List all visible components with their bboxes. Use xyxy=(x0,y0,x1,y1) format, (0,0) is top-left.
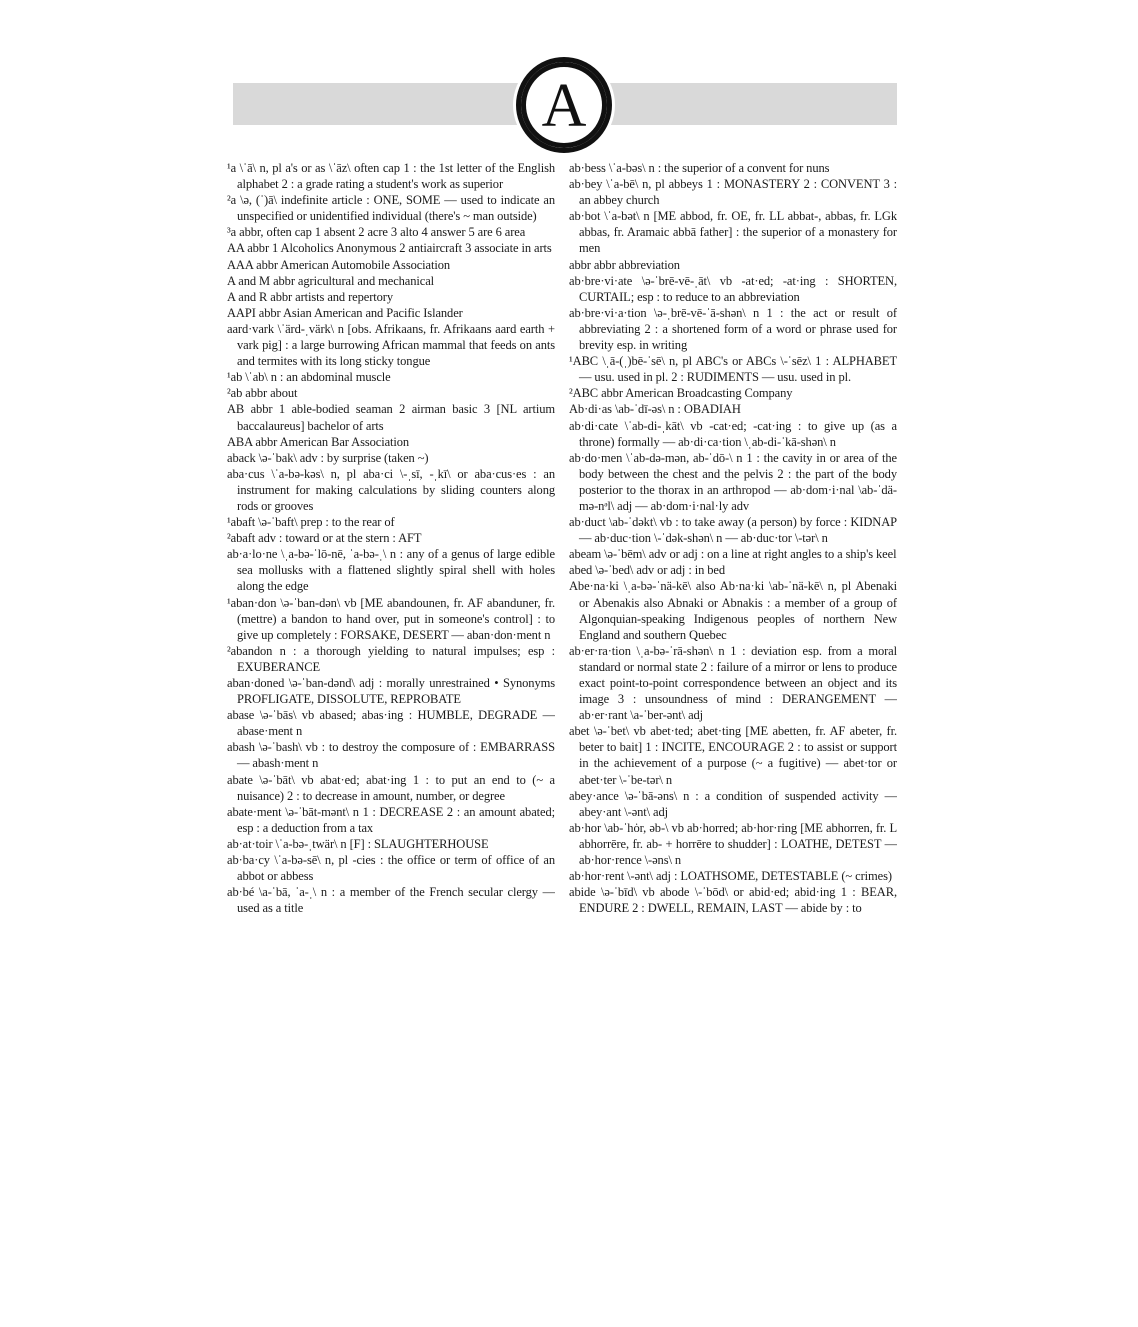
dictionary-entry: ³a abbr, often cap 1 absent 2 acre 3 alto 4 answer 5 are 6 area xyxy=(227,225,526,240)
dictionary-entry: abate \ə-ˈbāt\ vb abat·ed; abat·ing 1 : to put an end to (~ a nuisance) 2 : to decrease in amount, number, or degree xyxy=(227,772,555,803)
dictionary-entry: abeam \ə-ˈbēm\ adv or adj : on a line at right angles to a ship's keel xyxy=(569,547,897,562)
section-letter-badge xyxy=(516,57,612,153)
dictionary-entry: ab·do·men \ˈab-də-mən, ab-ˈdō-\ n 1 : the cavity in or area of the body between the chest and the pelvis 2 : the part of the body posterior to the thorax in an arthropod — ab·dom·i·nal \ab-ˈdä-mə-nᵊl\ adj — ab·dom·i·nal·ly adv xyxy=(569,450,897,513)
dictionary-entry: ABA abbr American Bar Association xyxy=(227,434,410,449)
dictionary-entry: A and M abbr agricultural and mechanical xyxy=(227,273,435,288)
dictionary-entry: abet \ə-ˈbet\ vb abet·ted; abet·ting [ME abetten, fr. AF abeter, fr. beter to bait] 1 : INCITE, ENCOURAGE 2 : to assist or support in the achievement of a purpose (~ a fugitive) — abet·tor or abet·ter \-ˈbe-tər\ n xyxy=(569,724,897,787)
dictionary-entry: ¹a \ˈā\ n, pl a's or as \ˈāz\ often cap 1 : the 1st letter of the English alphabet 2 : a grade rating a student's work as superior xyxy=(227,161,555,192)
dictionary-entry: ab·hor·rent \-ənt\ adj : LOATHSOME, DETESTABLE (~ crimes) xyxy=(569,869,892,884)
dictionary-entry: aback \ə-ˈbak\ adv : by surprise (taken ~) xyxy=(227,450,429,465)
dictionary-entry: ²ab abbr about xyxy=(227,386,298,401)
dictionary-entry: abide \ə-ˈbīd\ vb abode \-ˈbōd\ or abid·ed; abid·ing 1 : BEAR, ENDURE 2 : DWELL, REMAIN, LAST — abide by : to xyxy=(569,885,897,916)
dictionary-entry: ¹aban·don \ə-ˈban-dən\ vb [ME abandounen, fr. AF abanduner, fr. (mettre) a bandon to hand over, put in someone's control] : to give up completely : FORSAKE, DESERT — aban·don·ment n xyxy=(227,595,555,642)
dictionary-entry: ¹ABC \ˌā-(ˌ)bē-ˈsē\ n, pl ABC's or ABCs \-ˈsēz\ 1 : ALPHABET — usu. used in pl. 2 : RUDIMENTS — usu. used in pl. xyxy=(569,354,897,385)
dictionary-entry: AB abbr 1 able-bodied seaman 2 airman basic 3 [NL artium baccalaureus] bachelor of arts xyxy=(227,402,555,433)
dictionary-entry: AAA abbr American Automobile Association xyxy=(227,257,451,272)
dictionary-entry: ²abandon n : a thorough yielding to natural impulses; esp : EXUBERANCE xyxy=(227,643,555,674)
dictionary-entry: ab·bre·vi·a·tion \ə-ˌbrē-vē-ˈā-shən\ n 1 : the act or result of abbreviating 2 : a shortened form of a word or phrase used for brevity esp. in writing xyxy=(569,305,897,353)
dictionary-entry: abey·ance \ə-ˈbā-əns\ n : a condition of suspended activity — abey·ant \-ənt\ adj xyxy=(569,788,897,819)
dictionary-entry: abed \ə-ˈbed\ adv or adj : in bed xyxy=(569,563,726,578)
dictionary-entry: ²ABC abbr American Broadcasting Company xyxy=(569,386,793,401)
dictionary-entry: Abe·na·ki \ˌa-bə-ˈnä-kē\ also Ab·na·ki \ab-ˈnä-kē\ n, pl Abenaki or Abenakis also Abnaki or Abnakis : a member of a group of Algonquian-speaking Indigenous peoples of northern New England and southern Quebec xyxy=(569,579,897,642)
dictionary-entry: ab·bey \ˈa-bē\ n, pl abbeys 1 : MONASTERY 2 : CONVENT 3 : an abbey church xyxy=(569,177,897,208)
dictionary-entry: Ab·di·as \ab-ˈdī-əs\ n : OBADIAH xyxy=(569,402,741,417)
dictionary-entry: ab·a·lo·ne \ˌa-bə-ˈlō-nē, ˈa-bə-ˌ\ n : any of a genus of large edible sea mollusks with a flattened slightly spiral shell with holes along the edge xyxy=(227,547,555,594)
dictionary-entry: ²abaft adv : toward or at the stern : AFT xyxy=(227,531,422,546)
dictionary-entry: A and R abbr artists and repertory xyxy=(227,289,393,304)
dictionary-entry: ab·bot \ˈa-bət\ n [ME abbod, fr. OE, fr. LL abbat-, abbas, fr. LGk abbas, fr. Aramaic abbā father] : the superior of a monastery for men xyxy=(569,209,897,256)
dictionary-entry: abate·ment \ə-ˈbāt-mənt\ n 1 : DECREASE 2 : an amount abated; esp : a deduction from a tax xyxy=(227,804,555,835)
dictionary-entry: ²a \ə, (ˈ)ā\ indefinite article : ONE, SOME — used to indicate an unspecified or unidentified individual (there's ~ man outside) xyxy=(227,193,555,224)
dictionary-entry: ab·bé \a-ˈbā, ˈa-ˌ\ n : a member of the French secular clergy — used as a title xyxy=(227,885,555,916)
dictionary-entry: ab·bess \ˈa-bəs\ n : the superior of a convent for nuns xyxy=(569,161,830,175)
dictionary-entry: ab·at·toir \ˈa-bə-ˌtwär\ n [F] : SLAUGHTERHOUSE xyxy=(227,836,489,851)
dictionary-entry: abase \ə-ˈbās\ vb abased; abas·ing : HUMBLE, DEGRADE — abase·ment n xyxy=(227,708,555,739)
dictionary-entry: ab·duct \ab-ˈdəkt\ vb : to take away (a person) by force : KIDNAP — ab·duc·tion \-ˈdək-shən\ n — ab·duc·tor \-tər\ n xyxy=(569,515,897,546)
dictionary-entry: AA abbr 1 Alcoholics Anonymous 2 antiaircraft 3 associate in arts xyxy=(227,241,552,256)
dictionary-entry: abash \ə-ˈbash\ vb : to destroy the composure of : EMBARRASS — abash·ment n xyxy=(227,740,555,771)
dictionary-column-left xyxy=(227,160,555,1250)
dictionary-entry: ¹ab \ˈab\ n : an abdominal muscle xyxy=(227,370,391,385)
dictionary-entry: aba·cus \ˈa-bə-kəs\ n, pl aba·ci \-ˌsī, -ˌkī\ or aba·cus·es : an instrument for making calculations by sliding counters along rods or grooves xyxy=(227,466,555,513)
dictionary-entry: ab·bre·vi·ate \ə-ˈbrē-vē-ˌāt\ vb -at·ed; -at·ing : SHORTEN, CURTAIL; esp : to reduce to an abbreviation xyxy=(569,273,897,304)
dictionary-entry: ab·ba·cy \ˈa-bə-sē\ n, pl -cies : the office or term of office of an abbot or abbess xyxy=(227,853,555,884)
dictionary-entry: aard·vark \ˈärd-ˌvärk\ n [obs. Afrikaans, fr. Afrikaans aard earth + vark pig] : a large burrowing African mammal that feeds on ants and termites with its long sticky tongue xyxy=(227,321,555,369)
dictionary-entry: ab·er·ra·tion \ˌa-bə-ˈrā-shən\ n 1 : deviation esp. from a moral standard or normal state 2 : failure of a mirror or lens to produce exact point-to-point correspondence between an object and its image 3 : unsoundness of mind : DERANGEMENT — ab·er·rant \a-ˈber-ənt\ adj xyxy=(569,643,897,723)
dictionary-entry: ab·hor \ab-ˈhȯr, əb-\ vb ab·horred; ab·hor·ring [ME abhorren, fr. L abhorrēre, fr. ab- + horrēre to shudder] : LOATHE, DETEST — ab·hor·rence \-əns\ n xyxy=(569,820,897,868)
section-letter: A xyxy=(541,72,587,140)
dictionary-entry: ¹abaft \ə-ˈbaft\ prep : to the rear of xyxy=(227,515,395,530)
dictionary-entry: abbr abbr abbreviation xyxy=(569,257,680,272)
dictionary-entry: AAPI abbr Asian American and Pacific Islander xyxy=(227,305,463,320)
dictionary-column-right xyxy=(569,160,897,1250)
dictionary-entry: aban·doned \ə-ˈban-dənd\ adj : morally unrestrained • Synonyms PROFLIGATE, DISSOLUTE, REPROBATE xyxy=(227,676,555,707)
dictionary-entry: ab·di·cate \ˈab-di-ˌkāt\ vb -cat·ed; -cat·ing : to give up (as a throne) formally — ab·di·ca·tion \ˌab-di-ˈkā-shən\ n xyxy=(569,418,897,449)
